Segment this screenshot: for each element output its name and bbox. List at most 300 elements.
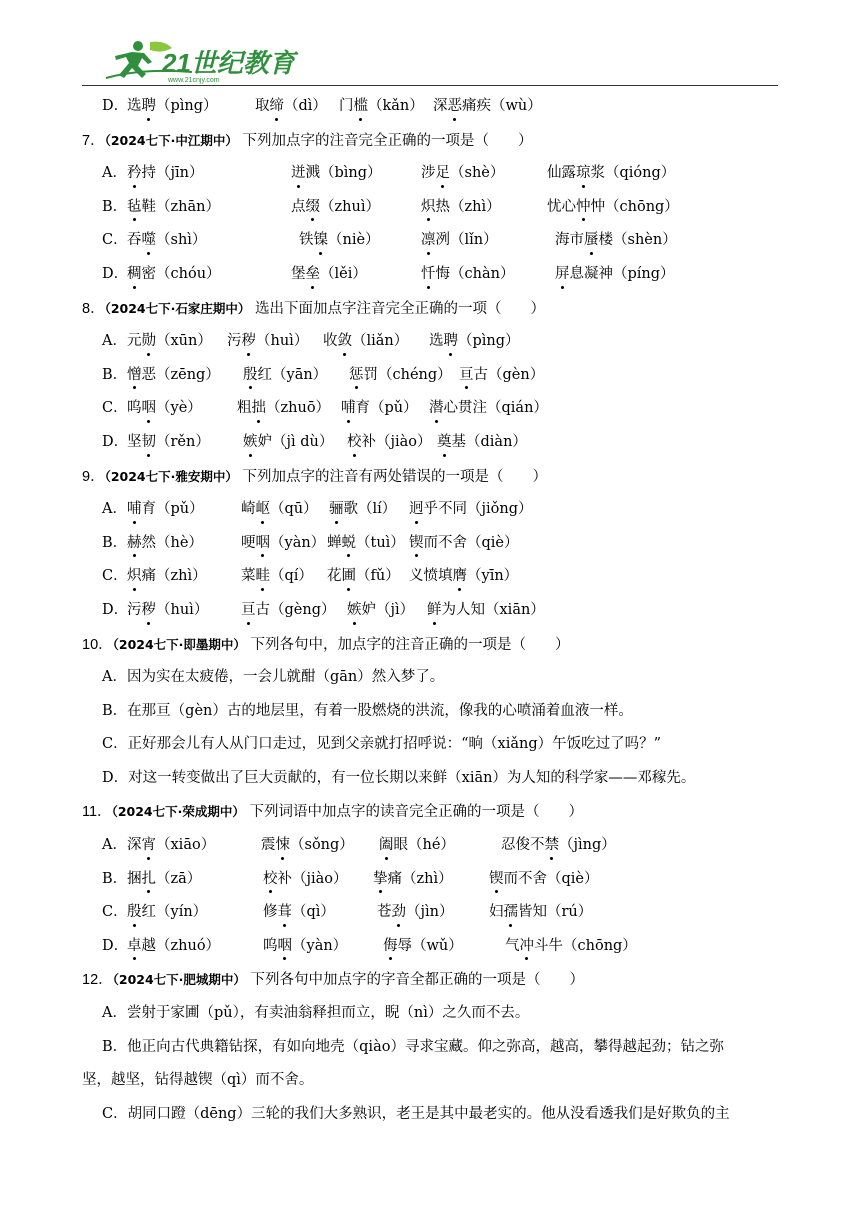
option-word [547,157,675,191]
option-label: A． [102,669,127,686]
word-char: 人 [456,601,471,618]
word-char: 气 [505,937,520,954]
word-char: 罚 [363,366,378,383]
word-char: 聘 [142,90,157,124]
pinyin: （lěi） [320,265,367,282]
option-word [127,896,207,930]
question-number: 11． [82,804,112,821]
word-char: 辱 [397,937,412,954]
question-line [82,829,778,863]
word-char: 缀 [306,191,321,225]
question-list [82,90,778,1131]
option-label: D． [102,601,129,618]
word-char: 眼 [393,837,408,854]
question-stem [82,460,778,494]
option-items [127,863,727,897]
word-char: 冽 [435,232,450,249]
word-char: 补 [361,433,376,450]
word-char: 露 [561,165,576,182]
option-word [127,325,212,359]
pinyin: （zēng） [156,366,220,383]
question-line [82,493,778,527]
question-text: 下列各句中，加点字的注音正确的一项是（ ） [245,636,570,653]
word-char: 卓 [127,930,142,964]
option-label: D． [102,433,129,450]
option-word [339,90,424,124]
option-word [255,90,327,124]
question-line [82,426,778,460]
word-char: 门 [339,98,354,114]
word-char: 痛 [141,568,156,585]
word-char: 吞 [127,232,142,249]
option-word [459,359,544,393]
option-word [127,359,220,393]
option-items [127,325,727,359]
word-char: 愤 [423,568,438,585]
option-items [127,157,727,191]
option-word [373,863,453,897]
word-char: 鲜 [427,594,442,628]
word-char: 收 [323,333,338,350]
option-items [127,527,727,561]
option-word [547,191,679,225]
pinyin: （lǐn） [450,232,498,249]
pinyin: （tuì） [356,534,405,551]
question-line [82,997,778,1031]
pinyin: （yàn） [292,937,348,954]
option-word [291,191,380,225]
word-char: 基 [451,433,466,450]
word-char: 凛 [421,224,436,258]
page-header [82,38,778,88]
pinyin: （huì） [156,601,209,618]
pinyin: （jìn） [406,904,454,921]
pinyin: （zhì） [402,870,453,887]
word-char: 炽 [421,191,436,225]
option-word [243,359,327,393]
word-char: 殷 [127,896,142,930]
word-char: 孺 [504,896,519,930]
question-number: 7． [82,132,105,149]
pinyin: （yīn） [467,568,519,585]
question-line [82,594,778,628]
pinyin: （zā） [156,870,202,887]
pinyin: （xūn） [156,333,212,350]
option-label: B． [102,366,128,383]
question-line [82,695,778,729]
question-text: 下列加点字的注音有两处错误的一项是（ ） [237,468,547,485]
option-word [421,191,501,225]
option-items [127,930,727,964]
option-label: B． [102,534,128,551]
word-char: 咽 [142,392,157,426]
word-char: 古 [473,366,488,383]
question-line [82,1031,778,1065]
question-line [82,863,778,897]
word-char: 岖 [256,493,271,527]
pinyin: （shì） [156,232,207,249]
question-number: 12． [82,972,113,989]
option-word [347,426,432,460]
question-stem [82,292,778,326]
pinyin: （shè） [450,165,505,182]
option-label: A． [102,165,127,182]
question-line [82,762,778,796]
word-char: 蜃 [584,224,599,258]
option-items [127,392,727,426]
question-source: （2024七下·即墨期中） [112,636,246,652]
option-word [127,258,221,292]
question-line [82,896,778,930]
word-char: 崎 [241,501,256,518]
pinyin: （hé） [408,837,455,854]
pinyin: （dì） [284,98,327,114]
pinyin: （pìng） [156,98,218,114]
word-char: 葺 [278,896,293,930]
question-stem [82,124,778,158]
word-char: 槛 [354,90,369,124]
pinyin: （jìng） [559,837,616,854]
question-line [82,325,778,359]
pinyin: （zhì） [450,198,501,215]
word-char: 校 [263,863,278,897]
word-char: 义 [409,568,424,585]
option-label: D． [102,265,129,282]
option-label: C． [102,232,128,249]
option-items [127,359,727,393]
pinyin: （bìng） [320,165,382,182]
word-char: 冲 [520,930,535,964]
pinyin: （xiān） [485,601,545,618]
pinyin: （chéng） [378,366,452,383]
word-char: 忍 [501,837,516,854]
option-word [489,896,592,930]
word-char: 缔 [270,90,285,124]
word-char: 俊 [515,837,530,854]
pinyin: （zhuó） [156,937,221,954]
word-char: 韧 [142,426,157,460]
option-word [329,493,396,527]
option-word [429,392,548,426]
word-char: 噬 [142,224,157,258]
word-char: 心 [561,198,576,215]
word-char: 蜕 [342,527,357,561]
question-line [82,728,778,762]
word-char: 锲 [409,527,424,561]
option-word [241,527,325,561]
word-char: 悚 [276,829,291,863]
option-label: B． [102,702,128,719]
option-label: C． [102,568,128,585]
option-sentence: 胡同口蹬（dēng）三轮的我们大多熟识，老王是其中最老实的。他从没看透我们是好欺负的主 [127,1105,730,1122]
pinyin: （qián） [487,400,548,417]
word-char: 聘 [444,325,459,359]
question-number: 10． [82,636,113,653]
option-label: B． [102,198,128,215]
word-char: 咽 [256,527,271,561]
option-word [437,426,527,460]
word-char: 毡 [127,191,142,225]
option-word [505,930,637,964]
word-char: 拙 [252,392,267,426]
option-word [237,392,330,426]
option-label: C． [102,400,128,417]
word-char: 疾 [476,98,491,114]
pinyin: （liǎn） [352,333,409,350]
question-line [82,191,778,225]
pinyin: （chóu） [156,265,221,282]
word-char: 知 [532,904,547,921]
question-source: （2024七下·雅安期中） [104,468,238,484]
word-char: 牛 [548,937,563,954]
option-word [241,560,313,594]
word-char: 骊 [329,493,344,527]
word-char: 呜 [263,937,278,954]
pinyin: （zhuō） [266,400,331,417]
word-char: 堡 [291,265,306,282]
word-char: 育 [141,501,156,518]
pinyin: （zhì） [156,568,207,585]
question-line [82,157,778,191]
option-word [227,325,308,359]
word-char: 膺 [453,560,468,594]
pinyin: （pǔ） [156,501,204,518]
word-char: 市 [569,232,584,249]
option-items [127,258,727,292]
option-word [421,258,514,292]
option-label: A． [102,837,127,854]
option-word [261,829,354,863]
option-word [291,258,367,292]
pinyin: （diàn） [466,433,527,450]
word-char: 溅 [305,165,320,182]
word-char: 仙 [547,165,562,182]
option-items [127,224,727,258]
option-label: D． [102,98,129,114]
option-word [241,493,318,527]
word-char: 苍 [377,904,392,921]
word-char: 点 [291,198,306,215]
pinyin: （hè） [156,534,203,551]
word-char: 凝 [584,265,599,282]
logo-url: www.21cnjy.com [168,77,220,84]
question-line [82,1064,778,1098]
question-line [82,560,778,594]
option-word [555,258,675,292]
question-number: 8． [82,300,105,317]
option-word [127,224,206,258]
pinyin: （chàn） [450,265,515,282]
option-word [409,493,532,527]
option-word [323,325,408,359]
question-line [82,527,778,561]
pinyin: （yè） [156,400,202,417]
word-char: 忏 [421,258,436,292]
option-word [127,493,204,527]
option-label: C． [102,1105,128,1122]
option-items [127,829,727,863]
word-char: 勋 [142,325,157,359]
option-word [127,594,208,628]
option-word [433,90,542,124]
word-char: 嫉 [243,426,258,460]
option-items [127,191,727,225]
word-char: 忡 [590,198,605,215]
question-text: 下列加点字的注音完全正确的一项是（ ） [237,132,533,149]
option-word [501,829,616,863]
word-char: 舍 [452,534,467,551]
option-word [421,224,498,258]
word-char: 污 [127,601,142,618]
pinyin: （qì） [292,904,335,921]
option-word [409,527,519,561]
question-source: （2024七下·荣成期中） [111,804,245,820]
word-char: 铁 [299,232,314,249]
question-text: 选出下面加点字注音完全正确的一项（ ） [250,300,545,317]
option-sentence: 在那亘（gèn）古的地层里，有着一股燃烧的洪流，像我的心喷涌着血液一样。 [127,702,633,719]
option-label: A． [102,333,127,350]
option-items [127,896,727,930]
word-char: 痛 [387,870,402,887]
pinyin: （sǒng） [290,837,354,854]
word-char: 涉 [421,165,436,182]
option-sentence: 尝射于家圃（pǔ），有卖油翁释担而立，睨（nì）之久而不去。 [126,1005,530,1022]
pinyin: （qiè） [547,870,599,887]
pinyin: （kǎn） [368,98,424,114]
pinyin: （qióng） [605,165,676,182]
word-char: 亘 [241,594,256,628]
word-char: 填 [438,568,453,585]
word-char: 恶 [141,366,156,383]
pinyin: （jīn） [156,165,204,182]
pinyin: （jiào） [292,870,348,887]
word-char: 秽 [142,594,157,628]
word-char: 痛 [462,98,477,114]
word-char: 扎 [142,863,157,897]
option-label: D． [102,769,129,786]
word-char: 息 [569,265,584,282]
option-word [327,527,405,561]
option-word [263,863,348,897]
word-char: 海 [555,232,570,249]
option-word [127,863,201,897]
option-word [489,863,599,897]
option-word [291,157,382,191]
word-char: 挚 [373,863,388,897]
option-word [127,930,220,964]
word-char: 侮 [383,930,398,964]
pinyin: （píng） [613,265,675,282]
question-line [82,224,778,258]
word-char: 心 [443,400,458,417]
word-char: 不 [530,837,545,854]
option-word [349,359,452,393]
word-char: 育 [355,400,370,417]
option-word [127,426,210,460]
pinyin: （qí） [270,568,313,585]
word-char: 劲 [392,896,407,930]
option-word [127,527,203,561]
pinyin: （rú） [547,904,593,921]
pinyin: （yàn） [270,534,326,551]
word-char: 补 [277,870,292,887]
word-char: 为 [441,601,456,618]
question-text: 下列词语中加点字的读音完全正确的一项是（ ） [244,804,583,821]
word-char: 同 [452,501,467,518]
word-char: 坚 [127,433,142,450]
word-char: 锲 [489,863,504,897]
pinyin: （yín） [156,904,208,921]
pinyin: （qū） [270,501,318,518]
question-stem [82,628,778,662]
word-char: 忡 [576,191,591,225]
word-char: 菜 [241,568,256,585]
option-word [127,392,202,426]
option-word [127,157,203,191]
word-char: 呜 [127,400,142,417]
word-char: 敛 [338,325,353,359]
word-char: 殷 [243,359,258,393]
pinyin: （chōng） [563,937,637,954]
option-items [127,493,727,527]
word-char: 花 [327,568,342,585]
word-char: 越 [141,937,156,954]
word-char: 迥 [409,493,424,527]
word-char: 注 [472,400,487,417]
pinyin: （niè） [328,232,380,249]
option-word [299,224,380,258]
option-label: B． [102,870,128,887]
word-char: 秽 [242,325,257,359]
word-char: 嫉 [347,594,362,628]
option-items [127,560,727,594]
question-stem [82,963,778,997]
option-word [383,930,463,964]
word-char: 深 [127,837,142,854]
word-char: 红 [257,366,272,383]
option-sentence: 正好那会儿有人从门口走过，见到父亲就打招呼说：“晌（xiǎng）午饭吃过了吗？” [127,736,662,753]
pinyin: （jì dù） [272,433,334,450]
question-line [82,661,778,695]
word-char: 蝉 [327,534,342,551]
word-char: 选 [127,98,142,114]
word-char: 宵 [142,829,157,863]
word-char: 舍 [532,870,547,887]
word-char: 炽 [127,560,142,594]
option-word [555,224,677,258]
option-word [379,829,455,863]
option-continuation: 坚，越坚，钻得越锲（qì）而不舍。 [82,1072,314,1089]
word-char: 热 [435,198,450,215]
word-char: 潜 [429,392,444,426]
option-items [127,426,727,460]
word-char: 贯 [458,400,473,417]
option-label: C． [102,904,128,921]
question-source: （2024七下·中江期中） [104,132,238,148]
word-char: 楼 [598,232,613,249]
option-word [127,829,215,863]
word-char: 阖 [379,829,394,863]
site-logo [102,38,302,84]
word-char: 皆 [518,904,533,921]
pinyin: （jì） [376,601,415,618]
word-char: 咽 [278,930,293,964]
word-char: 鞋 [141,198,156,215]
pinyin: （lí） [358,501,397,518]
word-char: 屏 [555,258,570,292]
word-char: 圃 [342,560,357,594]
word-char: 斗 [534,937,549,954]
